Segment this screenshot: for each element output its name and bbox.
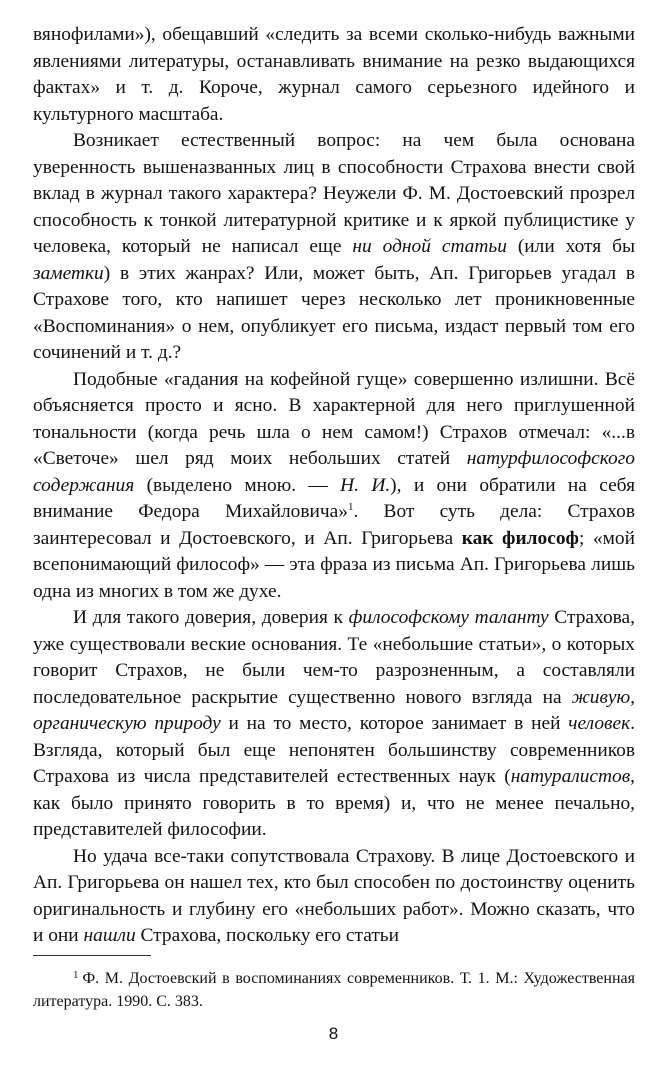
footnote-text: Ф. М. Достоевский в воспоминаниях современников. Т. 1. М.: Художественная литература. 1990. С. 383.	[33, 970, 635, 1010]
footnote-ref: 1	[347, 501, 354, 513]
text-run: Страхова, поскольку его статьи	[135, 925, 400, 946]
text-run: ; «мой всепонимающий философ» — эта фраза из письма Ап. Григорьева лишь одна из многих в том же духе.	[33, 527, 635, 602]
italic-text: Н. И.	[340, 474, 391, 496]
text-run: . Вот суть дела: Страхов заинтересовал и Достоевского, и Ап. Григорьева	[33, 501, 635, 549]
text-run: ), и они обратили на себя внимание Федора Михайловича»	[33, 474, 635, 522]
footnote-number: 1	[73, 969, 79, 981]
paragraph-3	[33, 367, 635, 606]
bold-text: как философ	[461, 527, 579, 549]
italic-text: заметки	[33, 262, 104, 284]
italic-text: натуралистов	[510, 766, 631, 787]
paragraph-4	[33, 605, 635, 844]
text-run: Но удача все-таки сопутствовала Страхову. В лице Достоевского и Ап. Григорьева он нашел тех, кто был способен по достоинству оценить оригинальность и глубину его «небольших работ». Можно сказать, что и они	[33, 845, 635, 946]
italic-text: ни одной статьи	[352, 236, 507, 257]
page-number: 8	[328, 1024, 339, 1043]
italic-text: живую, органическую природу	[33, 686, 635, 734]
text-run: (выделено мною. —	[134, 474, 341, 496]
text-run: (или хотя бы	[506, 236, 636, 257]
footnote-divider	[33, 955, 151, 956]
text-run: ) в этих жанрах? Или, может быть, Ап. Григорьев угадал в Страхове того, кто напишет через несколько лет проникновенные «Воспоминания» о нем, опубликует его письма, издаст первый том его сочинений и т. д.?	[33, 262, 635, 363]
text-run: , как было принято говорить в то время) и, что не менее печально, представителей философии.	[33, 766, 635, 840]
paragraph-5	[33, 844, 635, 950]
text-run: Страхова, уже существовали веские основания. Те «небольшие статьи», о которых говорит Страхов, не были чем-то разрозненным, а составляли последовательное раскрытие существенно нового взгляда на	[33, 607, 635, 708]
paragraph-1	[33, 22, 635, 128]
text-run: . Взгляда, который был еще непонятен большинству современников Страхова из числа представителей естественных наук (	[33, 713, 635, 787]
italic-text: человек	[568, 713, 631, 734]
italic-text: философскому таланту	[348, 607, 549, 628]
italic-text: нашли	[83, 925, 136, 946]
text-run: вянофилами»), обещавший «следить за всеми сколько-нибудь важными явлениями литературы, останавливать внимание на резко выдающихся фактах» и т. д. Короче, журнал самого серьезного идейного и культурного масштаба.	[33, 24, 635, 125]
text-run: и на то место, которое занимает в ней	[220, 713, 569, 734]
paragraph-2	[33, 128, 635, 367]
italic-text: натурфилософского содержания	[33, 448, 635, 496]
footnote	[33, 964, 635, 1013]
page-body	[33, 22, 635, 950]
text-run: Возникает естественный вопрос: на чем была основана уверенность вышеназванных лиц в способности Страхова внести свой вклад в журнал такого характера? Неужели Ф. М. Достоевский прозрел способность к тонкой литературной критике и к яркой публицистике у человека, который не написал еще	[33, 130, 635, 257]
text-run: И для такого доверия, доверия к	[73, 607, 349, 628]
text-run: Подобные «гадания на кофейной гуще» совершенно излишни. Всё объясняется просто и ясно. В характерной для него приглушенной тональности (когда речь шла о нем самом!) Страхов отмечал: «...в «Светоче» шел ряд моих небольших статей	[33, 368, 635, 469]
